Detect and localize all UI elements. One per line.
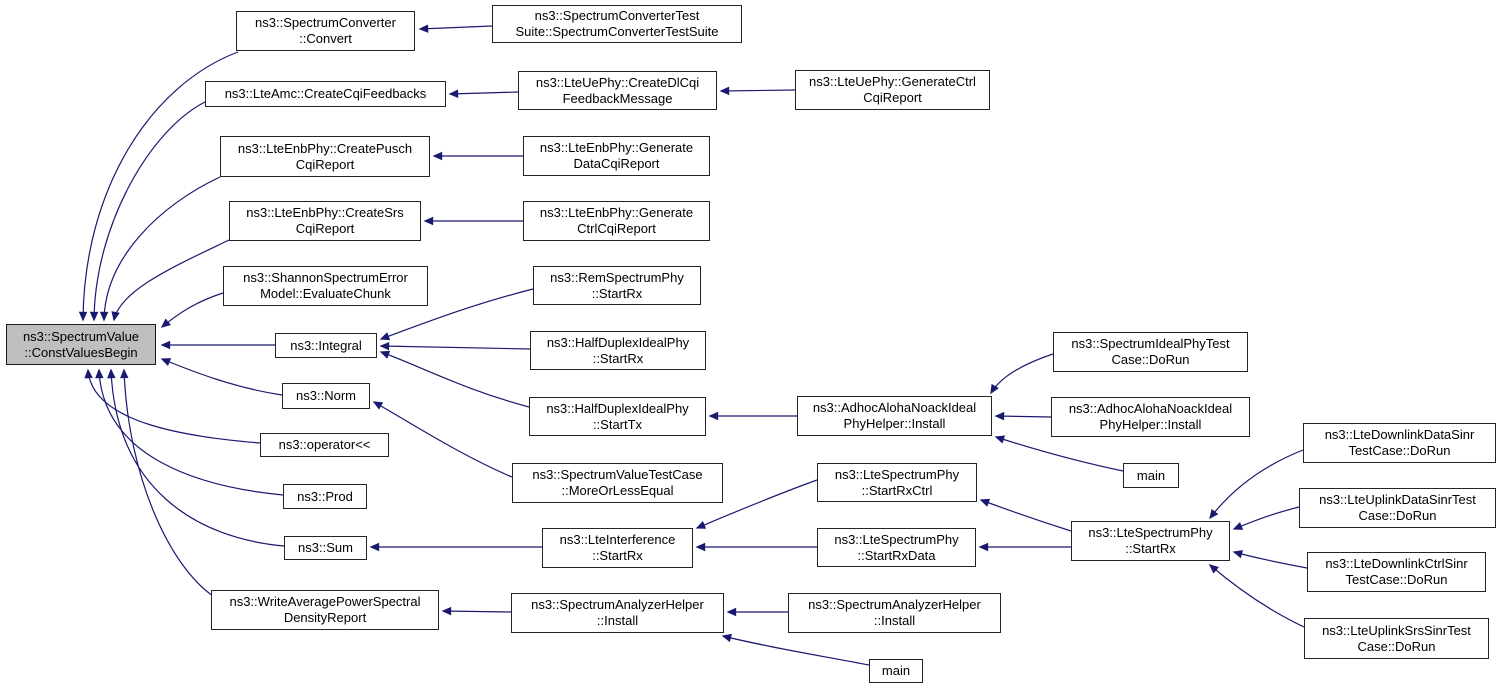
node-label: ns3::LteUplinkSrsSinrTest <box>1322 622 1471 638</box>
node-label: Suite::SpectrumConverterTestSuite <box>515 24 719 39</box>
node-label: ns3::operator<< <box>278 437 371 452</box>
node-label: ns3::RemSpectrumPhy <box>550 269 684 285</box>
node-lteamc-createcqifeedbacks[interactable] <box>205 81 446 107</box>
node-ltespectrumphy-startrxctrl[interactable] <box>817 463 977 502</box>
node-spectrumvalue-constvaluesbegin <box>6 324 156 365</box>
node-halfduplexidealphy-startrx[interactable] <box>530 331 706 370</box>
node-label: ::StartRx <box>591 285 643 301</box>
node-label: ns3::Prod <box>297 488 353 504</box>
node-label: main <box>1136 467 1166 483</box>
node-label: DataCqiReport <box>573 156 660 171</box>
node-label: ns3::LteAmc::CreateCqiFeedbacks <box>224 86 427 101</box>
node-lteinterference-startrx[interactable] <box>542 528 693 568</box>
node-label: ns3::LteDownlinkDataSinr <box>1324 427 1475 442</box>
node-label: ns3::LteSpectrumPhy <box>834 466 960 482</box>
node-label: PhyHelper::Install <box>1099 417 1202 432</box>
node-remspectrumphy-startrx[interactable] <box>533 266 701 305</box>
node-label: ns3::SpectrumValue <box>22 328 140 344</box>
node-spectrumconverter-convert[interactable] <box>236 11 415 51</box>
node-lteenbphy-createpuschcqireport[interactable] <box>220 136 430 177</box>
node-label: TestCase::DoRun <box>1345 572 1448 587</box>
node-ltedownlinkctrlsinrtestcase-dorun[interactable] <box>1307 552 1486 592</box>
node-spectrumconvertertestsuite[interactable] <box>492 5 742 43</box>
node-label: ns3::SpectrumValueTestCase <box>532 467 703 482</box>
node-label: ::StartRxCtrl <box>861 482 933 498</box>
node-integral[interactable] <box>275 333 377 358</box>
node-label: ns3::LteInterference <box>559 532 676 547</box>
node-label: CqiReport <box>863 90 922 105</box>
node-lteenbphy-createsrscqireport[interactable] <box>229 201 421 241</box>
node-label: Case::DoRun <box>1358 508 1437 523</box>
node-label: CqiReport <box>295 221 355 236</box>
node-label: ns3::LteUplinkDataSinrTest <box>1319 492 1476 507</box>
node-adhocalohanoackidealphyhelper-install-1[interactable] <box>797 396 992 436</box>
node-label: ::Install <box>596 613 639 628</box>
node-label: ns3::LteSpectrumPhy <box>834 531 959 547</box>
node-label: ns3::Integral <box>290 337 362 353</box>
node-spectrumanalyzerhelper-install-2[interactable] <box>788 593 1001 633</box>
node-lteuplinksrssinrtestcase-dorun[interactable] <box>1304 618 1489 659</box>
node-label: ::Install <box>873 613 916 628</box>
node-lteenbphy-generatectrlcqireport[interactable] <box>523 201 710 241</box>
node-label: main <box>881 663 911 678</box>
node-label: CtrlCqiReport <box>577 221 656 236</box>
node-label: DensityReport <box>283 610 367 625</box>
node-label: ns3::LteUePhy::CreateDlCqi <box>535 74 700 90</box>
node-label: ::StartTx <box>592 416 643 432</box>
node-lteuephy-createdlcqifeedbackmessage[interactable] <box>518 71 717 110</box>
node-ltespectrumphy-startrxdata[interactable] <box>817 528 976 567</box>
node-label: ns3::SpectrumAnalyzerHelper <box>531 597 704 612</box>
node-label: ns3::LteDownlinkCtrlSinr <box>1325 556 1468 571</box>
node-label: ns3::SpectrumConverter <box>255 15 396 30</box>
node-lteuephy-generatectrlcqireport[interactable] <box>795 70 990 110</box>
node-norm[interactable] <box>282 383 370 409</box>
node-sum[interactable] <box>284 536 367 560</box>
node-lteenbphy-generatedatacqireport[interactable] <box>523 136 710 176</box>
node-label: ns3::HalfDuplexIdealPhy <box>546 334 690 350</box>
node-halfduplexidealphy-starttx[interactable] <box>529 397 706 436</box>
node-label: ns3::AdhocAlohaNoackIdeal <box>1068 401 1233 416</box>
node-label: ::Convert <box>299 31 352 46</box>
node-label: ns3::LteEnbPhy::Generate <box>539 140 694 155</box>
node-label: ns3::SpectrumAnalyzerHelper <box>808 597 981 612</box>
node-label: TestCase::DoRun <box>1348 443 1451 458</box>
node-label: ns3::ShannonSpectrumError <box>243 270 408 285</box>
node-main-2[interactable] <box>1123 463 1179 488</box>
node-label: ns3::HalfDuplexIdealPhy <box>546 400 689 416</box>
node-lteuplinkdatasinrtestcase-dorun[interactable] <box>1299 488 1496 528</box>
node-label: ns3::SpectrumIdealPhyTest <box>1071 336 1230 351</box>
node-label: ::StartRx <box>592 350 644 366</box>
node-label: Case::DoRun <box>1111 352 1190 367</box>
node-prod[interactable] <box>283 484 367 509</box>
node-spectrumvaluetestcase-moreorlessequal[interactable] <box>512 463 723 503</box>
node-label: Case::DoRun <box>1357 638 1436 654</box>
node-label: FeedbackMessage <box>562 90 673 106</box>
node-label: ns3::LteEnbPhy::CreateSrs <box>246 205 404 220</box>
node-label: ::MoreOrLessEqual <box>561 483 674 498</box>
node-spectrumidealphytestcase-dorun[interactable] <box>1053 332 1248 372</box>
node-main-1[interactable] <box>869 659 923 683</box>
node-label: ns3::LteUePhy::GenerateCtrl <box>809 74 976 89</box>
node-label: ns3::LteEnbPhy::CreatePusch <box>237 140 413 156</box>
node-label: ns3::WriteAveragePowerSpectral <box>229 594 421 609</box>
node-shannonspectrumerrormodel-evaluatechunk[interactable] <box>223 266 428 306</box>
node-label: CqiReport <box>295 156 355 172</box>
node-operator-lshift[interactable] <box>260 433 389 457</box>
node-spectrumanalyzerhelper-install-1[interactable] <box>511 593 724 633</box>
node-label: Model::EvaluateChunk <box>260 286 391 301</box>
node-label: ns3::Sum <box>298 540 353 555</box>
node-label: ::StartRx <box>1125 541 1176 556</box>
node-label: ::ConstValuesBegin <box>24 344 138 360</box>
node-ltespectrumphy-startrx[interactable] <box>1071 521 1230 561</box>
node-adhocalohanoackidealphyhelper-install-2[interactable] <box>1051 397 1250 437</box>
node-writeaveragepowerspectraldensityreport[interactable] <box>211 590 439 630</box>
node-label: ns3::AdhocAlohaNoackIdeal <box>812 400 977 415</box>
node-label: ::StartRx <box>592 548 643 563</box>
node-label: ::StartRxData <box>857 547 936 563</box>
node-ltedownlinkdatasinrtestcase-dorun[interactable] <box>1303 423 1496 463</box>
node-label: ns3::Norm <box>296 388 356 403</box>
node-label: PhyHelper::Install <box>843 416 946 431</box>
node-label: ns3::LteEnbPhy::Generate <box>539 205 694 220</box>
node-label: ns3::LteSpectrumPhy <box>1088 525 1213 540</box>
node-label: ns3::SpectrumConverterTest <box>534 8 700 23</box>
